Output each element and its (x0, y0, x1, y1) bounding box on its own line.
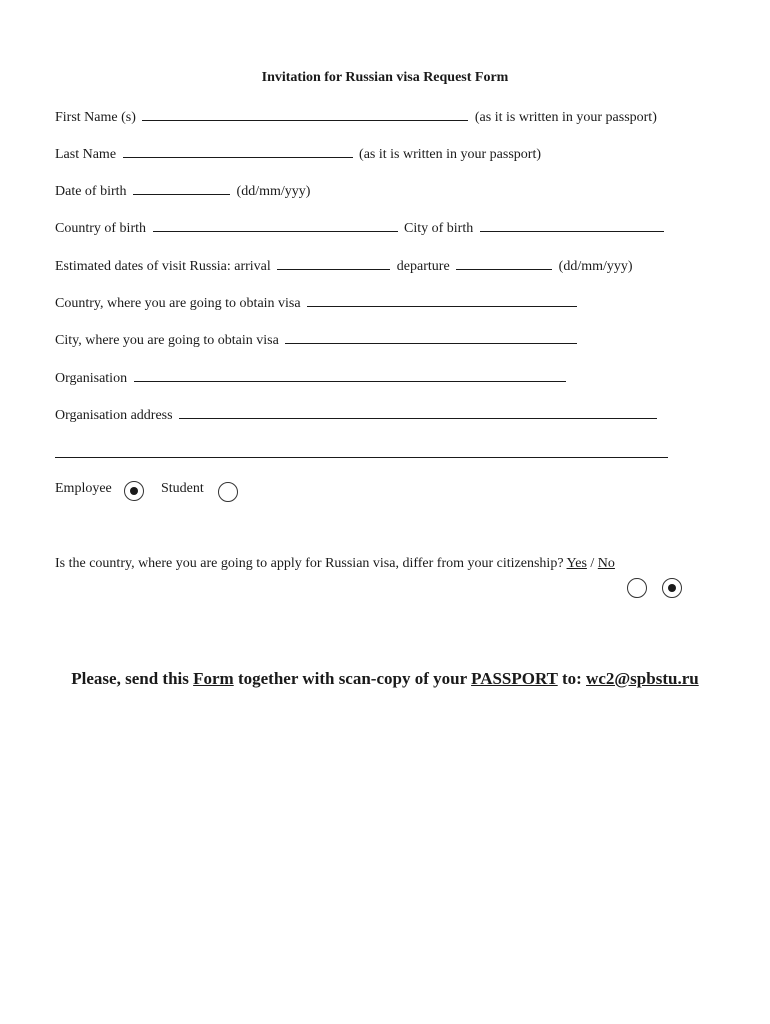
last-name-note: (as it is written in your passport) (359, 147, 542, 162)
first-name-note: (as it is written in your passport) (474, 110, 657, 125)
footer-form-word: Form (193, 669, 234, 688)
city-visa-field[interactable] (285, 331, 577, 344)
student-radio[interactable] (218, 482, 238, 502)
org-address-row (55, 406, 660, 424)
departure-field[interactable] (456, 257, 552, 270)
first-name-row (55, 108, 657, 126)
birth-place-row (55, 219, 667, 237)
country-visa-row (55, 294, 580, 312)
footer-part1: Please, send this (71, 669, 189, 688)
first-name-field[interactable] (142, 108, 468, 121)
country-birth-label: Country of birth (55, 221, 146, 236)
last-name-label: Last Name (55, 147, 117, 162)
question-text: Is the country, where you are going to apply for Russian visa, differ from your citizenship? (55, 556, 564, 571)
organisation-label: Organisation (55, 371, 128, 386)
arrival-field[interactable] (277, 257, 390, 270)
departure-label: departure (396, 259, 450, 274)
dates-format: (dd/mm/yyy) (558, 259, 633, 274)
footer-part2: together with scan-copy of your (237, 669, 467, 688)
dob-format: (dd/mm/yyy) (236, 184, 311, 199)
city-visa-label: City, where you are going to obtain visa (55, 333, 279, 348)
footer-email-link[interactable]: wc2@spbstu.ru (586, 669, 699, 688)
no-radio[interactable] (662, 578, 682, 598)
city-birth-field[interactable] (480, 219, 664, 232)
employee-label: Employee (55, 481, 112, 496)
employee-radio[interactable] (124, 481, 144, 501)
yes-no-separator: / (590, 556, 595, 571)
country-visa-field[interactable] (307, 294, 577, 307)
city-visa-row (55, 331, 580, 349)
org-address-field[interactable] (179, 406, 657, 419)
visit-dates-row (55, 257, 633, 275)
city-birth-label: City of birth (404, 221, 474, 236)
dob-row (55, 182, 310, 200)
yes-radio[interactable] (627, 578, 647, 598)
form-title: Invitation for Russian visa Request Form (261, 70, 509, 85)
footer-passport-word: PASSPORT (471, 669, 558, 688)
last-name-field[interactable] (123, 145, 353, 158)
organisation-row (55, 369, 569, 387)
dob-label: Date of birth (55, 184, 127, 199)
student-label: Student (161, 481, 204, 496)
arrival-label: Estimated dates of visit Russia: arrival (55, 259, 271, 274)
country-visa-label: Country, where you are going to obtain visa (55, 296, 301, 311)
no-label: No (597, 556, 615, 571)
country-birth-field[interactable] (153, 219, 398, 232)
org-address-label: Organisation address (55, 408, 173, 423)
organisation-field[interactable] (134, 369, 566, 382)
org-address-line-2[interactable] (55, 445, 668, 458)
dob-field[interactable] (133, 182, 230, 195)
last-name-row (55, 145, 541, 163)
first-name-label: First Name (s) (55, 110, 136, 125)
footer-part3: to: (561, 669, 582, 688)
yes-label: Yes (566, 556, 587, 571)
footer-instruction (0, 669, 770, 689)
citizenship-question (55, 556, 615, 572)
